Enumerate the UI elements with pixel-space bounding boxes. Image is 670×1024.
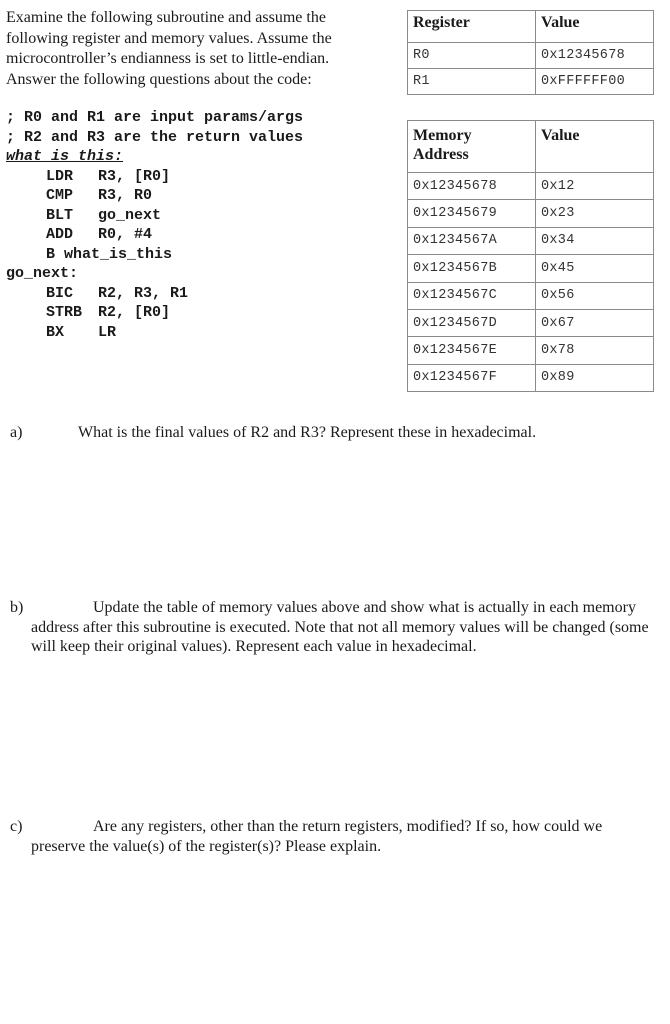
table-row xyxy=(408,364,654,391)
question-label: b) xyxy=(10,599,24,616)
code-listing xyxy=(6,108,366,342)
opcode: BLT xyxy=(46,206,74,224)
code-instruction xyxy=(6,284,366,304)
register-table xyxy=(407,10,654,95)
code-comment: ; R2 and R3 are the return values xyxy=(6,128,304,146)
question-label: c) xyxy=(10,818,23,835)
memory-value: 0x34 xyxy=(536,227,654,254)
table-row xyxy=(408,337,654,364)
register-name: R0 xyxy=(408,43,536,69)
memory-value: 0x45 xyxy=(536,255,654,282)
question-c xyxy=(10,817,660,856)
memory-address: 0x1234567B xyxy=(408,255,536,282)
code-instruction xyxy=(6,303,366,323)
memory-address: 0x1234567C xyxy=(408,282,536,309)
opcode: STRB xyxy=(46,304,83,321)
memory-table xyxy=(407,120,654,392)
code-instruction xyxy=(6,245,366,265)
register-value: 0x12345678 xyxy=(536,43,654,69)
operands: R3, [R0] xyxy=(98,167,171,185)
memory-address: 0x12345679 xyxy=(408,200,536,227)
opcode: BIC xyxy=(46,284,74,302)
memory-value: 0x23 xyxy=(536,200,654,227)
intro-paragraph: Examine the following subroutine and assume the following register and memory values. Assume the microcontroller’s endianness is set to little-endian. Answer the following questions about the code: xyxy=(6,9,332,88)
question-label: a) xyxy=(10,424,23,441)
opcode: BX xyxy=(46,323,65,341)
table-row xyxy=(408,282,654,309)
opcode: B xyxy=(46,245,56,263)
question-b xyxy=(10,598,660,657)
code-instruction xyxy=(6,206,366,226)
operands: R0, #4 xyxy=(98,226,153,243)
opcode: ADD xyxy=(46,226,74,243)
table-row xyxy=(408,69,654,95)
code-label: what_is_this: xyxy=(6,148,124,165)
opcode: CMP xyxy=(46,187,74,204)
code-label: go_next: xyxy=(6,265,79,282)
code-instruction xyxy=(6,167,366,187)
column-header: Register xyxy=(408,11,536,43)
column-header: Value xyxy=(536,11,654,43)
table-row xyxy=(408,255,654,282)
code-comment: ; R0 and R1 are input params/args xyxy=(6,109,304,126)
memory-address: 0x1234567E xyxy=(408,337,536,364)
memory-address: 0x12345678 xyxy=(408,173,536,200)
memory-address: 0x1234567A xyxy=(408,227,536,254)
memory-value: 0x12 xyxy=(536,173,654,200)
code-instruction xyxy=(6,225,366,245)
operands: R2, [R0] xyxy=(98,304,171,321)
code-instruction xyxy=(6,186,366,206)
operands: what_is_this xyxy=(64,245,173,263)
column-header: Value xyxy=(536,121,654,173)
memory-value: 0x67 xyxy=(536,309,654,336)
operands: LR xyxy=(98,323,117,341)
table-header-row xyxy=(408,121,654,173)
table-row xyxy=(408,200,654,227)
memory-value: 0x78 xyxy=(536,337,654,364)
question-text: What is the final values of R2 and R3? Represent these in hexadecimal. xyxy=(78,424,537,441)
code-instruction xyxy=(6,323,366,343)
table-row xyxy=(408,43,654,69)
column-header: Memory Address xyxy=(408,121,536,173)
question-text: Are any registers, other than the return registers, modified? If so, how could we preserve the value(s) of the register(s)? Please explain. xyxy=(31,818,603,855)
register-value: 0xFFFFFF00 xyxy=(536,69,654,95)
operands: R3, R0 xyxy=(98,187,153,204)
memory-value: 0x89 xyxy=(536,364,654,391)
opcode: LDR xyxy=(46,167,74,185)
memory-address: 0x1234567F xyxy=(408,364,536,391)
table-row xyxy=(408,173,654,200)
memory-address: 0x1234567D xyxy=(408,309,536,336)
table-header-row xyxy=(408,11,654,43)
table-row xyxy=(408,227,654,254)
register-name: R1 xyxy=(408,69,536,95)
question-text: Update the table of memory values above and show what is actually in each memory address after this subroutine is executed. Note that not all memory values will be changed (some will keep their original values). Represent each value in hexadecimal. xyxy=(31,599,649,655)
operands: R2, R3, R1 xyxy=(98,284,189,302)
memory-value: 0x56 xyxy=(536,282,654,309)
operands: go_next xyxy=(98,206,162,224)
table-row xyxy=(408,309,654,336)
